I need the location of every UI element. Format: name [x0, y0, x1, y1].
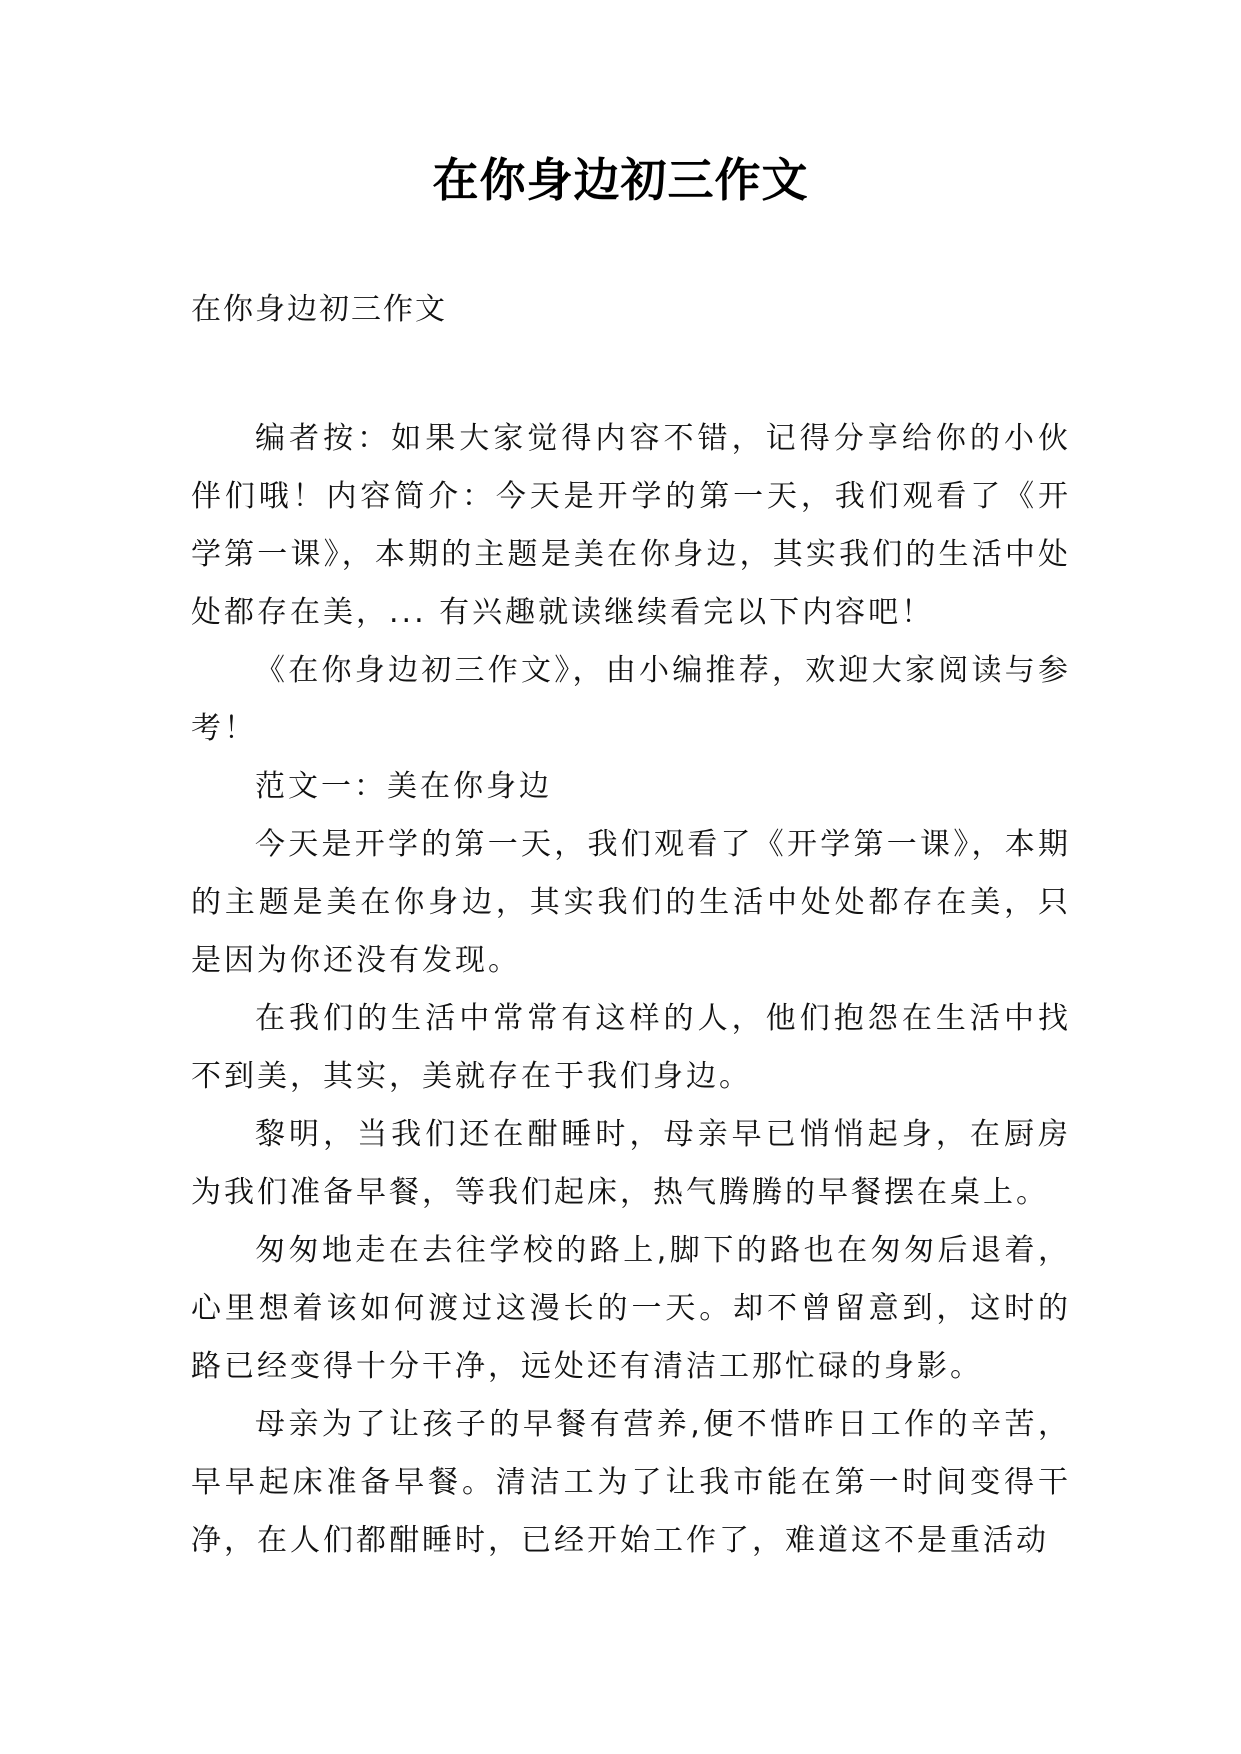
document-body	[191, 410, 1071, 1570]
paragraph-sample-heading: 范文一：美在你身边	[255, 769, 552, 804]
paragraph-body: 今天是开学的第一天，我们观看了《开学第一课》，本期的主题是美在你身边，其实我们的生活中处处都存在美，只是因为你还没有发现。	[191, 827, 1071, 978]
paragraph-body: 匆匆地走在去往学校的路上,脚下的路也在匆匆后退着，心里想着该如何渡过这漫长的一天。却不曾留意到，这时的路已经变得十分干净，远处还有清洁工那忙碌的身影。	[191, 1233, 1071, 1384]
paragraph-body: 在我们的生活中常常有这样的人，他们抱怨在生活中找不到美，其实，美就存在于我们身边。	[191, 1001, 1071, 1094]
paragraph-editor-note: 编者按：如果大家觉得内容不错，记得分享给你的小伙伴们哦！内容简介：今天是开学的第一天，我们观看了《开学第一课》，本期的主题是美在你身边，其实我们的生活中处处都存在美，... 有兴趣就读继续看完以下内容吧！	[191, 421, 1071, 630]
document-subtitle: 在你身边初三作文	[191, 292, 447, 327]
paragraph-recommendation: 《在你身边初三作文》，由小编推荐，欢迎大家阅读与参考！	[191, 653, 1071, 746]
paragraph-body: 黎明，当我们还在酣睡时，母亲早已悄悄起身，在厨房为我们准备早餐，等我们起床，热气腾腾的早餐摆在桌上。	[191, 1117, 1071, 1210]
document-title: 在你身边初三作文	[432, 153, 809, 207]
paragraph-body: 母亲为了让孩子的早餐有营养,便不惜昨日工作的辛苦，早早起床准备早餐。清洁工为了让我市能在第一时间变得干净，在人们都酣睡时，已经开始工作了，难道这不是重活动	[191, 1407, 1071, 1558]
